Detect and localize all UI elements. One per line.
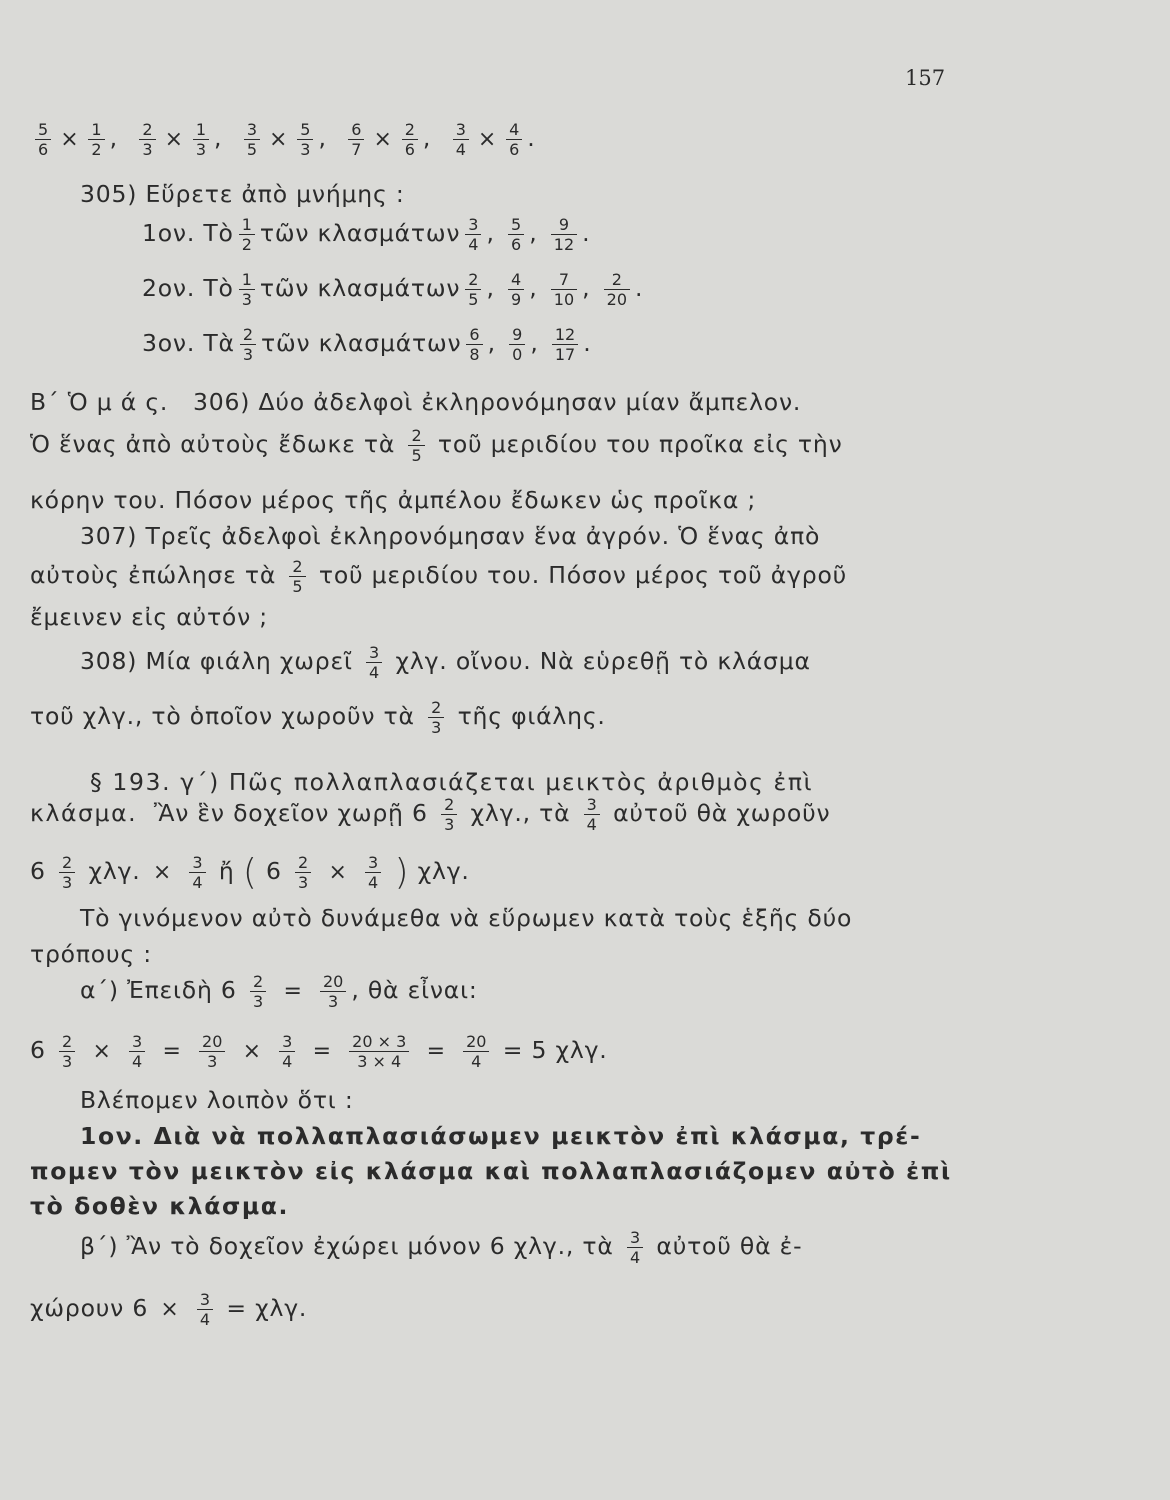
separator: , (529, 274, 546, 302)
fraction-2-3: $\frac{2}{3}$ (59, 1032, 75, 1071)
times-sign: × (373, 127, 393, 152)
section-193-keyword: κλάσμα. (30, 799, 138, 827)
separator: . (635, 274, 644, 302)
beta-text-d: = χλγ. (226, 1294, 308, 1322)
numerator: 1 (193, 120, 209, 140)
denominator: 6 (511, 235, 522, 254)
exercise-307-line-3: ἔμεινεν εἰς αὐτόν ; (30, 603, 268, 631)
separator: . (527, 124, 553, 152)
row-text: τῶν κλασμάτων (261, 329, 462, 357)
times-sign: × (60, 127, 80, 152)
exercise-308-text-b1: τοῦ χλγ., τὸ ὁποῖον χωροῦν τὰ (30, 702, 415, 730)
section-193-line-2 (30, 795, 1145, 834)
times-sign: × (152, 860, 173, 885)
times-sign: × (164, 127, 184, 152)
equals-sign: = (312, 1039, 332, 1064)
denominator: 9 (511, 290, 522, 309)
section-193-line-4: Τὸ γινόμενον αὐτὸ δυνάμεθα νὰ εὕρωμεν κατὰ τοὺς ἑξῆς δύο (80, 904, 853, 932)
denominator: 2 (91, 140, 102, 159)
rule-line-2: πομεν τὸν μεικτὸν εἰς κλάσμα καὶ πολλαπλασιάζομεν αὐτὸ ἐπὶ (30, 1157, 952, 1185)
exercise-308-text-a1: 308) Μία φιάλη χωρεῖ (80, 647, 353, 675)
fraction-5-6 (35, 120, 51, 159)
fraction-2-3: $\frac{2}{3}$ (250, 972, 266, 1011)
denominator: 5 (468, 290, 479, 309)
section-193-text-b: Ἂν ἓν δοχεῖον χωρῇ 6 (153, 799, 428, 827)
or-word: ἤ (218, 857, 235, 885)
numerator: 12 (552, 325, 578, 345)
fraction-4-9 (508, 270, 524, 309)
numerator: 2 (402, 120, 418, 140)
conclusion-intro: Βλέπομεν λοιπὸν ὅτι : (80, 1086, 354, 1114)
fraction-2-5 (465, 270, 481, 309)
fraction-9-0 (509, 325, 525, 364)
fraction-3-4: $\frac{3}{4}$ (365, 853, 381, 892)
alpha-text-a: α΄) Ἐπειδὴ 6 (80, 976, 237, 1004)
open-paren: ( (242, 852, 258, 893)
alpha-line (80, 972, 1170, 1011)
fraction-3-4: $\frac{3}{4}$ (584, 795, 600, 834)
exercise-306-text-b2: τοῦ μεριδίου του προῖκα εἰς τὴν (437, 430, 843, 458)
denominator: 17 (554, 345, 576, 364)
fraction-2-3 (240, 325, 256, 364)
calculation-result: = 5 χλγ. (502, 1036, 608, 1064)
beta-line-2 (30, 1290, 1145, 1329)
exercise-308-line-1 (80, 643, 1170, 682)
denominator: 3 (242, 345, 254, 364)
unit-label: χλγ. (88, 857, 141, 885)
numerator: 3 (465, 215, 481, 235)
mixed-whole: 6 (30, 1036, 46, 1064)
numerator: 7 (551, 270, 577, 290)
numerator: 9 (509, 325, 525, 345)
alpha-text-b: , θὰ εἶναι: (351, 976, 478, 1004)
denominator: 5 (246, 140, 258, 159)
fraction-20-4: $\frac{20}{4}$ (463, 1032, 489, 1071)
fraction-1-3 (193, 120, 209, 159)
exercise-305-row-1 (142, 215, 1170, 254)
separator: . (582, 219, 591, 247)
separator: , (582, 274, 599, 302)
equals-sign: = (426, 1039, 446, 1064)
fraction-2-3 (139, 120, 155, 159)
denominator: 20 (606, 290, 628, 309)
times-sign: × (92, 1039, 112, 1064)
exercise-308-line-2 (30, 698, 1145, 737)
numerator: 5 (35, 120, 51, 140)
row-label: 1ον. Τὸ (142, 219, 234, 247)
exercise-306-line-3: κόρην του. Πόσον μέρος τῆς ἀμπέλου ἔδωκεν ὡς προῖκα ; (30, 486, 757, 514)
exercise-308-text-a2: χλγ. οἴνου. Νὰ εὑρεθῇ τὸ κλάσμα (395, 647, 811, 675)
fraction-6-7 (348, 120, 364, 159)
row-text: τῶν κλασμάτων (259, 219, 461, 247)
exercise-306-line-1 (30, 388, 1145, 416)
fraction-2-6 (402, 120, 418, 159)
numerator: 5 (508, 215, 524, 235)
separator: , (486, 274, 504, 302)
fraction-3-4: $\frac{3}{4}$ (189, 853, 205, 892)
rule-line-3: τὸ δοθὲν κλάσμα. (30, 1192, 290, 1220)
separator: , (486, 219, 504, 247)
beta-text-b: αὐτοῦ θὰ ἐ- (656, 1232, 803, 1260)
beta-line-1 (80, 1228, 1170, 1267)
fraction-3-5 (244, 120, 260, 159)
numerator: 5 (297, 120, 313, 140)
exercise-305-heading: 305) Εὕρετε ἀπὸ μνήμης : (80, 180, 405, 208)
equals-sign: = (162, 1039, 182, 1064)
exercise-306-text-b1: Ὁ ἕνας ἀπὸ αὐτοὺς ἔδωκε τὰ (30, 430, 396, 458)
row-label: 2ον. Τὸ (142, 274, 234, 302)
denominator: 6 (38, 140, 49, 159)
denominator: 4 (468, 235, 479, 254)
fraction-1-3 (239, 270, 255, 309)
beta-text-c: χώρουν 6 (30, 1294, 149, 1322)
fraction-product: $\frac{20 \times 3}{3 \times 4}$ (349, 1032, 409, 1071)
denominator: 10 (553, 290, 575, 309)
fraction-3-4: $\frac{3}{4}$ (129, 1032, 145, 1071)
denominator: 8 (469, 345, 480, 364)
close-paren: ) (394, 852, 410, 893)
section-193-title: § 193. γ΄) Πῶς πολλαπλασιάζεται μεικτὸς ἀριθμὸς ἐπὶ (90, 768, 814, 796)
exercise-305-row-2 (142, 270, 1170, 309)
separator: , (487, 329, 505, 357)
exercise-307-line-2 (30, 557, 1145, 596)
fraction-9-12 (551, 215, 577, 254)
fraction-3-4: $\frac{3}{4}$ (197, 1290, 213, 1329)
section-193-text-d: αὐτοῦ θὰ χωροῦν (613, 799, 831, 827)
fraction-5-6 (508, 215, 524, 254)
numerator: 3 (453, 120, 469, 140)
denominator: 2 (241, 235, 252, 254)
denominator: 12 (553, 235, 575, 254)
numerator: 4 (506, 120, 522, 140)
exercise-307-line-1: 307) Τρεῖς ἀδελφοὶ ἐκληρονόμησαν ἕνα ἀγρόν. Ὁ ἕνας ἀπὸ (80, 522, 821, 550)
times-sign: × (477, 127, 498, 152)
exercise-306-line-2 (30, 426, 1145, 465)
separator: , (214, 124, 239, 152)
page-number: 157 (905, 66, 946, 90)
times-sign: × (242, 1039, 262, 1064)
times-sign: × (269, 127, 289, 152)
denominator: 6 (509, 140, 520, 159)
separator: . (583, 329, 592, 357)
fraction-products-line (30, 120, 1145, 159)
fraction-2-5: $\frac{2}{5}$ (289, 557, 305, 596)
numerator: 2 (465, 270, 481, 290)
fraction-12-17 (552, 325, 578, 364)
fraction-20-3: $\frac{20}{3}$ (320, 972, 346, 1011)
row-text: τῶν κλασμάτων (259, 274, 461, 302)
numerator: 2 (240, 325, 256, 345)
fraction-7-10 (551, 270, 577, 309)
numerator: 3 (244, 120, 260, 140)
numerator: 2 (139, 120, 155, 140)
fraction-20-3: $\frac{20}{3}$ (199, 1032, 225, 1071)
unit-label: χλγ. (417, 857, 470, 885)
fraction-5-3 (297, 120, 313, 159)
exercise-307-text-b1: αὐτοὺς ἐπώλησε τὰ (30, 561, 277, 589)
fraction-3-4 (453, 120, 469, 159)
calculation-line (30, 1032, 1145, 1071)
denominator: 4 (455, 140, 466, 159)
row-label: 3ον. Τὰ (142, 329, 235, 357)
fraction-3-4: $\frac{3}{4}$ (627, 1228, 643, 1267)
times-sign: × (160, 1297, 180, 1322)
denominator: 3 (241, 290, 252, 309)
group-b-label: Β΄ Ὁ μ ά ς. (30, 388, 169, 416)
numerator: 2 (604, 270, 630, 290)
denominator: 3 (142, 140, 153, 159)
separator: , (318, 124, 344, 152)
fraction-1-2 (88, 120, 104, 159)
numerator: 4 (508, 270, 524, 290)
fraction-3-4 (465, 215, 481, 254)
fraction-6-8 (466, 325, 482, 364)
exercise-307-text-b2: τοῦ μεριδίου του. Πόσον μέρος τοῦ ἀγροῦ (318, 561, 848, 589)
section-193-text-c: χλγ., τὰ (470, 799, 571, 827)
fraction-3-4: $\frac{3}{4}$ (366, 643, 382, 682)
numerator: 1 (239, 270, 255, 290)
denominator: 0 (512, 345, 523, 364)
numerator: 1 (239, 215, 255, 235)
fraction-2-3: $\frac{2}{3}$ (428, 698, 444, 737)
fraction-3-4: $\frac{3}{4}$ (279, 1032, 295, 1071)
times-sign: × (328, 860, 348, 885)
numerator: 1 (88, 120, 104, 140)
fraction-2-3: $\frac{2}{3}$ (59, 853, 75, 892)
denominator: 7 (351, 140, 362, 159)
denominator: 3 (195, 140, 207, 159)
exercise-308-text-b2: τῆς φιάλης. (457, 702, 606, 730)
denominator: 3 (300, 140, 311, 159)
rule-line-1: 1ον. Διὰ νὰ πολλαπλασιάσωμεν μεικτὸν ἐπὶ κλάσμα, τρέ- (80, 1122, 922, 1150)
equals-sign: = (283, 979, 303, 1004)
numerator: 6 (466, 325, 482, 345)
separator: , (422, 124, 448, 152)
fraction-2-3: $\frac{2}{3}$ (295, 853, 311, 892)
denominator: 6 (404, 140, 415, 159)
fraction-2-5: $\frac{2}{5}$ (408, 426, 424, 465)
separator: , (530, 329, 547, 357)
numerator: 6 (348, 120, 364, 140)
fraction-1-2 (239, 215, 255, 254)
fraction-2-20 (604, 270, 630, 309)
beta-text-a: β΄) Ἂν τὸ δοχεῖον ἐχώρει μόνον 6 χλγ., τὰ (80, 1232, 614, 1260)
fraction-2-3: $\frac{2}{3}$ (441, 795, 457, 834)
numerator: 9 (551, 215, 577, 235)
section-193-line-5: τρόπους : (30, 940, 152, 968)
exercise-305-row-3 (142, 325, 1170, 364)
section-193-formula-line (30, 852, 1145, 893)
separator: , (109, 124, 135, 152)
fraction-4-6 (506, 120, 522, 159)
mixed-whole: 6 (265, 857, 282, 885)
exercise-306-text-a: 306) Δύο ἀδελφοὶ ἐκληρονόμησαν μίαν ἄμπελον. (193, 388, 802, 416)
separator: , (529, 219, 546, 247)
mixed-whole: 6 (30, 857, 46, 885)
